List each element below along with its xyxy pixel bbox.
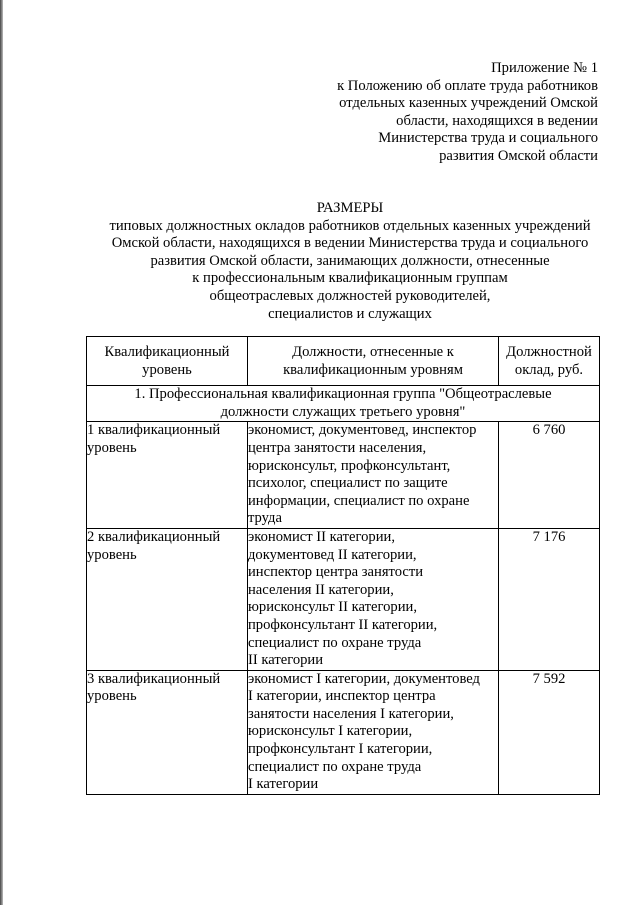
appendix-line: Министерства труда и социального: [378, 130, 598, 147]
header-positions: Должности, отнесенные к квалификационным уровням: [248, 337, 499, 386]
table-header-row: [87, 337, 600, 386]
appendix-line: отдельных казенных учреждений Омской: [339, 95, 598, 112]
title-heading: РАЗМЕРЫ: [316, 200, 384, 216]
title-line: типовых должностных окладов работников отдельных казенных учреждений: [109, 217, 591, 234]
positions-cell: экономист II категории, документовед II категории, инспектор центра занятости населения II категории, юрисконсульт II категории, профконсультант II категории, специалист по охране труда II категории: [248, 528, 499, 670]
page-edge-shadow: [0, 0, 3, 905]
table-row: [87, 422, 600, 529]
group-title: 1. Профессиональная квалификационная группа "Общеотраслевые должности служащих третьего уровня": [87, 386, 600, 422]
document-title: [80, 200, 620, 323]
positions-cell: экономист, документовед, инспектор центра занятости населения, юрисконсульт, профконсультант, психолог, специалист по защите информации, специалист по охране труда: [248, 422, 499, 529]
appendix-reference: [300, 60, 598, 166]
title-line: Омской области, находящихся в ведении Министерства труда и социального: [111, 235, 589, 252]
level-cell: 1 квалификационный уровень: [87, 422, 248, 529]
header-level: Квалификационный уровень: [87, 337, 248, 386]
title-line: общеотраслевых должностей руководителей,: [209, 287, 491, 304]
appendix-line: развития Омской области: [439, 147, 598, 164]
header-salary: Должностной оклад, руб.: [499, 337, 600, 386]
positions-cell: экономист I категории, документовед I категории, инспектор центра занятости населения I категории, юрисконсульт I категории, профконсультант I категории, специалист по охране труда I категории: [248, 670, 499, 794]
salary-cell: 7 592: [499, 670, 600, 794]
title-line: специалистов и служащих: [268, 305, 432, 322]
level-cell: 3 квалификационный уровень: [87, 670, 248, 794]
salary-table: [86, 336, 600, 795]
salary-cell: 7 176: [499, 528, 600, 670]
appendix-line: области, находящихся в ведении: [396, 112, 598, 129]
table-row: [87, 670, 600, 794]
salary-cell: 6 760: [499, 422, 600, 529]
title-line: развития Омской области, занимающих должности, отнесенные: [150, 252, 550, 269]
title-line: к профессиональным квалификационным группам: [192, 270, 508, 287]
appendix-line: к Положению об оплате труда работников: [337, 77, 598, 94]
level-cell: 2 квалификационный уровень: [87, 528, 248, 670]
group-row: [87, 386, 600, 422]
appendix-line: Приложение № 1: [491, 60, 598, 76]
table-row: [87, 528, 600, 670]
